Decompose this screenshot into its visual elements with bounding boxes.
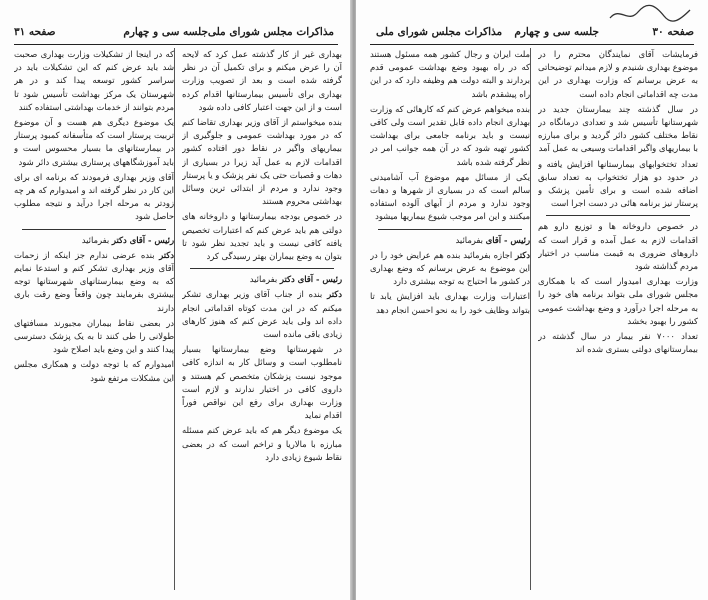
text-paragraph bbox=[14, 234, 174, 247]
paragraph-text: تعداد ۷۰۰۰ نفر بیمار در سال گذشته در بیمارستانهای دولتی بستری شده اند bbox=[538, 331, 698, 355]
left-page-column-rule bbox=[174, 48, 175, 590]
left-page-header bbox=[14, 22, 338, 45]
text-paragraph bbox=[370, 234, 530, 247]
paragraph-text: اعتبارات وزارت بهداری باید افزایش یابد تا بتواند وظایف خود را به نحو احسن انجام دهد bbox=[370, 291, 530, 315]
left-page-session: جلسه سی و چهارم bbox=[123, 26, 208, 38]
paragraph-text: در سال گذشته چند بیمارستان جدید در شهرستانها تأسیس شد و تعدادی درمانگاه در نقاط مختلف کشور دائر گردید و برای مبارزه با بیماریهای واگیر اقدامات وسیعی به عمل آمد bbox=[538, 103, 698, 154]
paragraph-text: بفرمائید bbox=[249, 274, 278, 285]
paragraph-text: که در اینجا از تشکیلات وزارت بهداری صحبت شد باید عرض کنم که این تشکیلات باید در سراسر کشور توسعه پیدا کند و در هر شهرستان یک مرکز بهداشت تأسیس شود تا مردم بتوانند از خدمات بهداشتی استفاده کنند bbox=[14, 49, 174, 112]
paragraph-text: بنده میخواهم عرض کنم که کارهائی که وزارت بهداری انجام داده قابل تقدیر است ولی کافی نیست و باید برنامه جامعی برای بهداشت کشور تهیه شود که در آن همه جوانب امر در نظر گرفته شده باشد bbox=[370, 103, 530, 167]
speaker-name: دکتر bbox=[159, 249, 174, 260]
text-paragraph bbox=[182, 288, 342, 341]
paragraph-text: بهداری غیر از کار گذشته عمل کرد که لایحه آن را عرض میکنم و برای تکمیل آن در نظر گرفته شده است و بعد از تصویب وزارت بهداری برای تأسیس بیمارستانها اقدام کرده است و از این جهت اعتبار کافی داده شود bbox=[182, 49, 342, 112]
paragraph-text: یکی از مسائل مهم موضوع آب آشامیدنی سالم است که در بسیاری از شهرها و دهات وجود ندارد و مردم از آبهای آلوده استفاده میکنند و این امر موجب شیوع بیماریها میشود bbox=[370, 171, 530, 222]
paragraph-text: تعداد تختخوابهای بیمارستانها افزایش یافته و در حدود دو هزار تختخواب به تعداد سابق اضافه شده است و برای تأمین پزشک و پرستار نیز برنامه هائی در دست اجرا است bbox=[538, 158, 698, 209]
paragraph-text: در شهرستانها وضع بیمارستانها بسیار نامطلوب است و وسائل کار به اندازه کافی موجود نیست پزشکان متخصص کم هستند و داروی کافی در اختیار ندارند و لازم است وزارت بهداری برای رفع این نواقص فوراً اقدام نماید bbox=[182, 344, 342, 421]
text-paragraph bbox=[538, 48, 698, 101]
section-divider bbox=[190, 268, 334, 269]
text-paragraph bbox=[370, 48, 530, 101]
paragraph-text: در خصوص داروخانه ها و توزیع دارو هم اقدامات لازم به عمل آمده و قرار است که داروهای ضروری به قیمت مناسب در اختیار مردم گذاشته شود bbox=[538, 221, 698, 272]
right-page-column-right bbox=[538, 48, 698, 592]
text-paragraph bbox=[14, 317, 174, 357]
paragraph-text: بفرمائید bbox=[455, 234, 483, 245]
right-page-column-rule bbox=[530, 48, 531, 590]
text-paragraph bbox=[370, 103, 530, 169]
left-page-title: مذاکرات مجلس شورای ملی bbox=[207, 26, 334, 38]
text-paragraph bbox=[538, 275, 698, 328]
paragraph-text: بنده از جناب آقای وزیر بهداری تشکر میکنم که در این مدت کوتاه اقداماتی انجام داده اند ولی باید عرض کنم که هنوز کارهای زیادی باقی مانده است bbox=[182, 289, 342, 340]
right-page bbox=[356, 0, 708, 600]
paragraph-text: در خصوص بودجه بیمارستانها و داروخانه های دولتی هم باید عرض کنم که اعتبارات تخصیص یافته کافی نیست و باید تجدید نظر شود تا بتوان به وضع بیماران بهتر رسیدگی کرد bbox=[182, 211, 342, 262]
paragraph-text: بفرمائید bbox=[81, 234, 110, 245]
section-divider bbox=[546, 215, 690, 216]
speaker-name: دکتر bbox=[515, 249, 530, 260]
text-paragraph bbox=[538, 330, 698, 356]
paragraph-text: در بعضی نقاط بیماران مجبورند مسافتهای طولانی را طی کنند تا به یک پزشک دسترسی پیدا کنند و این وضع باید اصلاح شود bbox=[14, 317, 174, 355]
text-paragraph bbox=[370, 290, 530, 316]
text-paragraph bbox=[182, 48, 342, 114]
right-page-title: مذاکرات مجلس شورای ملی bbox=[376, 26, 503, 38]
section-divider bbox=[22, 229, 166, 230]
right-page-session: جلسه سی و چهارم bbox=[514, 26, 599, 38]
paragraph-text: فرمایشات آقای نمایندگان محترم را در موضوع بهداری شنیدم و لازم میدانم توضیحاتی به عرض برسانم که وزارت بهداری در این مدت چه اقداماتی انجام داده است bbox=[538, 49, 698, 99]
paragraph-text: بنده میخواستم از آقای وزیر بهداری تقاضا کنم که در مورد بهداشت عمومی و جلوگیری از بیماریهای واگیر در نقاط دور افتاده کشور اقدامات لازم به عمل آید زیرا در بسیاری از دهات و قصبات حتی یک نفر پزشک و یا پرستار وجود ندارد و مردم از ابتدائی ترین وسائل بهداشتی محروم هستند bbox=[182, 117, 342, 207]
paragraph-text: ملت ایران و رجال کشور همه مسئول هستند که در راه بهبود وضع بهداشت عمومی قدم بردارند و البته دولت هم وظیفه دارد که در این راه پیشقدم باشد bbox=[370, 49, 530, 99]
paragraph-text: یک موضوع دیگری هم هست و آن موضوع تربیت پرستار است که متأسفانه کمبود پرستار در بیمارستانهای ما بسیار محسوس است و باید آموزشگاههای پرستاری بیشتری دائر شود bbox=[14, 117, 174, 167]
paragraph-text: بنده عرضی ندارم جز اینکه از زحمات آقای وزیر بهداری تشکر کنم و استدعا نمایم که به وضع بیمارستانهای شهرستانها توجه بیشتری بفرمایند چون واقعاً وضع رقت باری دارند bbox=[14, 249, 174, 313]
speaker-name: رئیس - آقای bbox=[485, 234, 530, 245]
right-page-header bbox=[370, 22, 694, 45]
left-page-column-left bbox=[14, 48, 174, 592]
text-paragraph bbox=[182, 210, 342, 263]
speaker-name: دکتر bbox=[327, 289, 342, 300]
text-paragraph bbox=[370, 171, 530, 224]
right-page-column-left bbox=[370, 48, 530, 592]
text-paragraph bbox=[14, 171, 174, 224]
left-page bbox=[0, 0, 352, 600]
text-paragraph bbox=[14, 116, 174, 169]
text-paragraph bbox=[182, 424, 342, 464]
left-page-column-right bbox=[182, 48, 342, 592]
text-paragraph bbox=[182, 273, 342, 286]
text-paragraph bbox=[14, 358, 174, 384]
paragraph-text: یک موضوع دیگر هم که باید عرض کنم مسئله مبارزه با مالاریا و تراخم است که در بعضی نقاط شیوع زیادی دارد bbox=[182, 425, 342, 462]
paragraph-text: اجازه بفرمائید بنده هم عرایض خود را در این موضوع به عرض برسانم که وضع بهداری در کشور ما احتیاج به توجه بیشتری دارد bbox=[370, 249, 530, 287]
section-divider bbox=[378, 229, 522, 230]
text-paragraph bbox=[538, 220, 698, 273]
text-paragraph bbox=[538, 103, 698, 156]
text-paragraph bbox=[182, 116, 342, 208]
paragraph-text: امیدوارم که با توجه دولت و همکاری مجلس این مشکلات مرتفع شود bbox=[14, 359, 174, 383]
paragraph-text: وزارت بهداری امیدوار است که با همکاری مجلس شورای ملی بتواند برنامه های خود را به مرحله اجرا درآورد و وضع بهداشت عمومی کشور را بهبود بخشد bbox=[538, 276, 698, 326]
text-paragraph bbox=[182, 343, 342, 422]
text-paragraph bbox=[370, 249, 530, 289]
speaker-name: رئیس - آقای دکتر bbox=[111, 234, 174, 245]
text-paragraph bbox=[14, 48, 174, 114]
right-page-number: صفحه ۳۰ bbox=[652, 26, 694, 38]
left-page-number: صفحه ۳۱ bbox=[14, 26, 56, 38]
text-paragraph bbox=[14, 249, 174, 315]
speaker-name: رئیس - آقای دکتر bbox=[279, 274, 342, 285]
paragraph-text: آقای وزیر بهداری فرمودند که برنامه ای برای این کار در نظر گرفته اند و امیدوارم که هر چه زودتر به مرحله اجرا درآید و نتیجه مطلوب حاصل شود bbox=[14, 171, 174, 222]
text-paragraph bbox=[538, 158, 698, 211]
